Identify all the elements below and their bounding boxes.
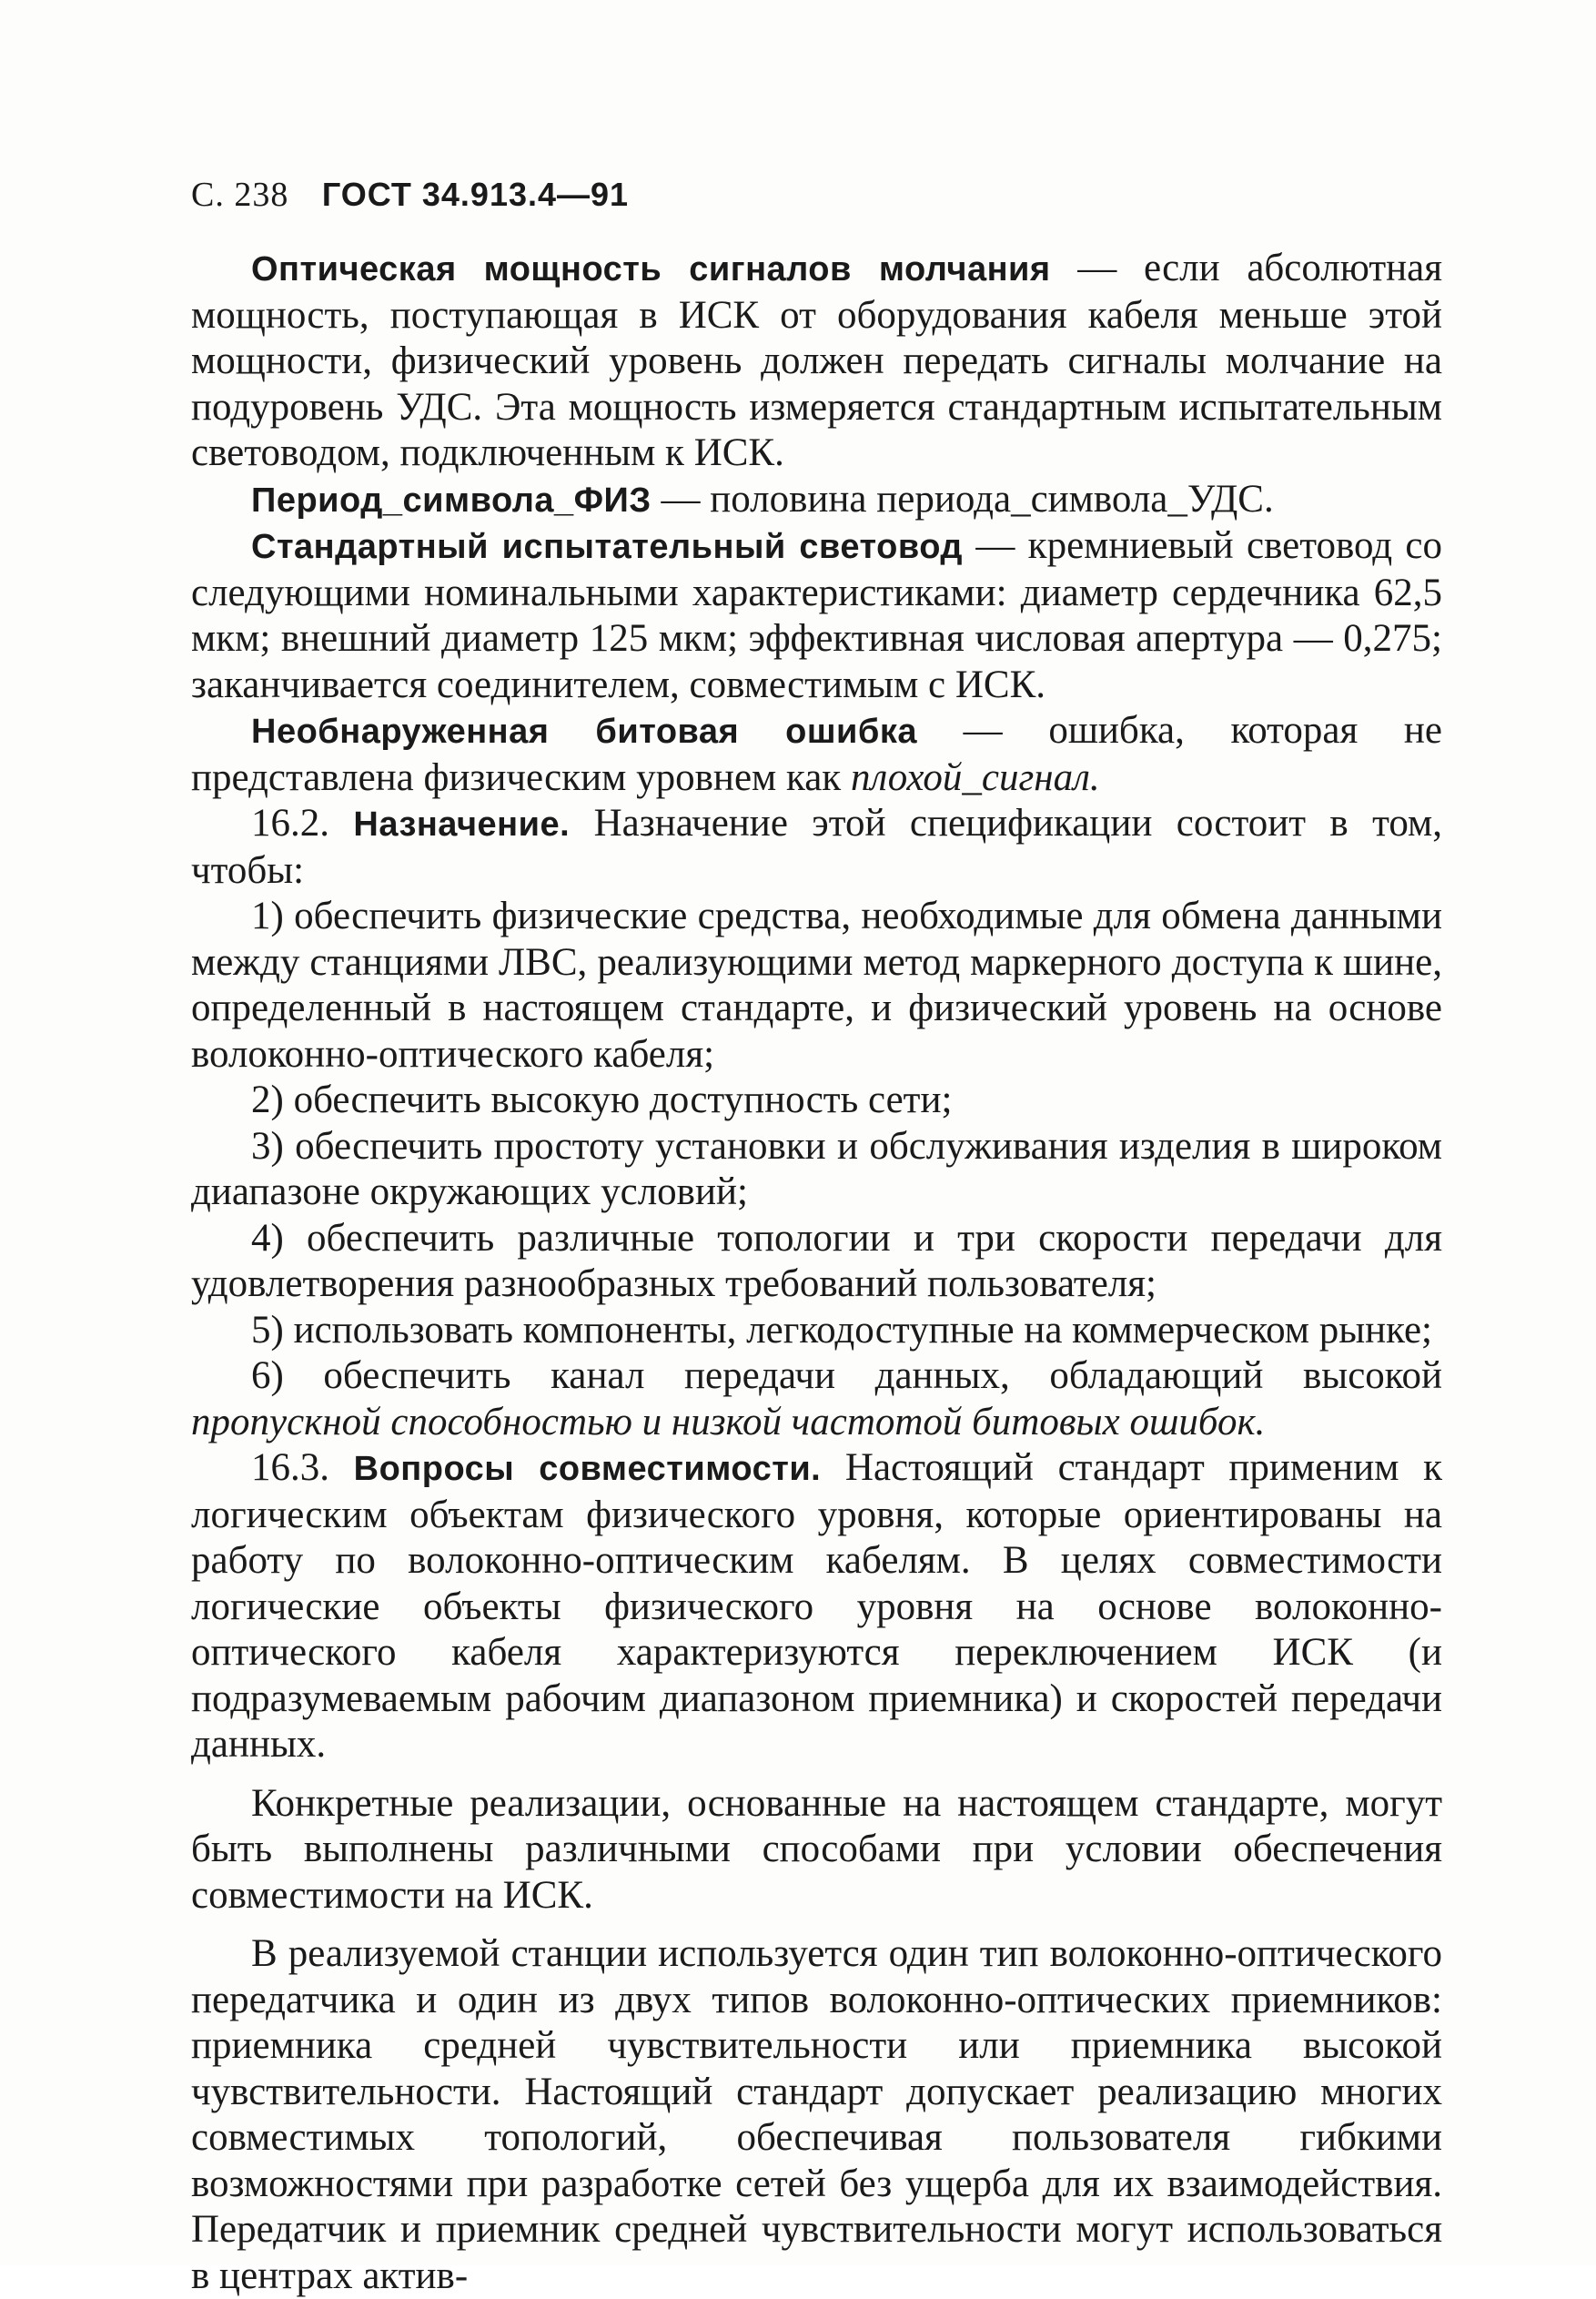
definition-text: — кремниевый световод со следующими номинальными характеристиками: диаметр сердечника 62,5 мкм; внешний диаметр 125 мкм; эффективная числовая апертура — 0,275; заканчивается соединителем, совместимым с ИСК. <box>191 524 1442 706</box>
list-item-5: 5) использовать компоненты, легкодоступные на коммерческом рынке; <box>251 1308 1432 1352</box>
definition-text: — ошибка, которая не представлена физическим уровнем как <box>191 709 1442 799</box>
list-item-1: 1) обеспечить физические средства, необходимые для обмена данными между станциями ЛВС, реализующими метод маркерного доступа к шине, определенный в настоящем стандарте, и физический уровень на основе волоконно-оптического кабеля; <box>191 895 1442 1076</box>
definition-symbol-period <box>191 477 1442 524</box>
section-text: Настоящий стандарт применим к логическим объектам физического уровня, которые ориентированы на работу по волоконно-оптическим кабелям. В целях совместимости логические объекты физического уровня на основе волоконно-оптического кабеля характеризуются переключением ИСК (и подразумеваемым рабочим диапазоном приемника) и скоростей передачи данных. <box>191 1446 1442 1766</box>
list-item-4: 4) обеспечить различные топологии и три скорости передачи для удовлетворения разнообразных требований пользователя; <box>191 1216 1442 1305</box>
standard-designation: ГОСТ 34.913.4—91 <box>321 176 630 213</box>
page-number: С. 238 <box>191 176 289 214</box>
italic-text: плохой_сигнал. <box>850 755 1100 799</box>
list-item-text: 6) обеспечить канал передачи данных, обладающий высокой <box>251 1354 1442 1397</box>
definition-text: — если абсолютная мощность, поступающая в ИСК от оборудования кабеля меньше этой мощности, физический уровень должен передать сигналы молчание на подуровень УДС. Эта мощность измеряется стандартным испытательным световодом, подключенным к ИСК. <box>191 247 1442 474</box>
section-number: 16.2. <box>251 802 354 845</box>
section-title: Вопросы совместимости. <box>353 1450 822 1488</box>
section-16-3 <box>191 1445 1442 1768</box>
term: Необнаруженная битовая ошибка <box>251 713 918 751</box>
list-item-3: 3) обеспечить простоту установки и обслуживания изделия в широком диапазоне окружающих условий; <box>191 1124 1442 1213</box>
list-item-6 <box>191 1353 1442 1445</box>
section-text: Назначение этой спецификации состоит в том, чтобы: <box>191 802 1442 892</box>
paragraph-implementations: Конкретные реализации, основанные на настоящем стандарте, могут быть выполнены различными способами при условии обеспечения совместимости на ИСК. <box>191 1781 1442 1917</box>
term: Стандартный испытательный световод <box>251 528 964 566</box>
section-title: Назначение. <box>353 805 571 844</box>
list-item-2: 2) обеспечить высокую доступность сети; <box>251 1079 953 1121</box>
definition-silence-power <box>191 246 1442 477</box>
term: Оптическая мощность сигналов молчания <box>251 250 1051 289</box>
section-number: 16.3. <box>251 1446 354 1489</box>
section-16-2 <box>191 801 1442 894</box>
italic-text: пропускной способностью и низкой частотой битовых ошибок. <box>191 1400 1266 1443</box>
body-text <box>191 246 1442 2299</box>
definition-text: — половина периода_символа_УДС. <box>651 477 1274 521</box>
definition-undetected-bit-error <box>191 708 1442 801</box>
definition-test-fiber <box>191 523 1442 708</box>
paragraph-station: В реализуемой станции используется один тип волоконно-оптического передатчика и один из двух типов волоконно-оптических приемников: приемника средней чувствительности или приемника высокой чувствительности. Настоящий стандарт допускает реализацию многих совместимых топологий, обеспечивая пользователя гибкими возможностями при разработке сетей без ущерба для их взаимодействия. Передатчик и приемник средней чувствительности могут использоваться в центрах актив- <box>191 1932 1442 2297</box>
page-header <box>191 175 629 215</box>
term: Период_символа_ФИЗ <box>251 481 652 520</box>
